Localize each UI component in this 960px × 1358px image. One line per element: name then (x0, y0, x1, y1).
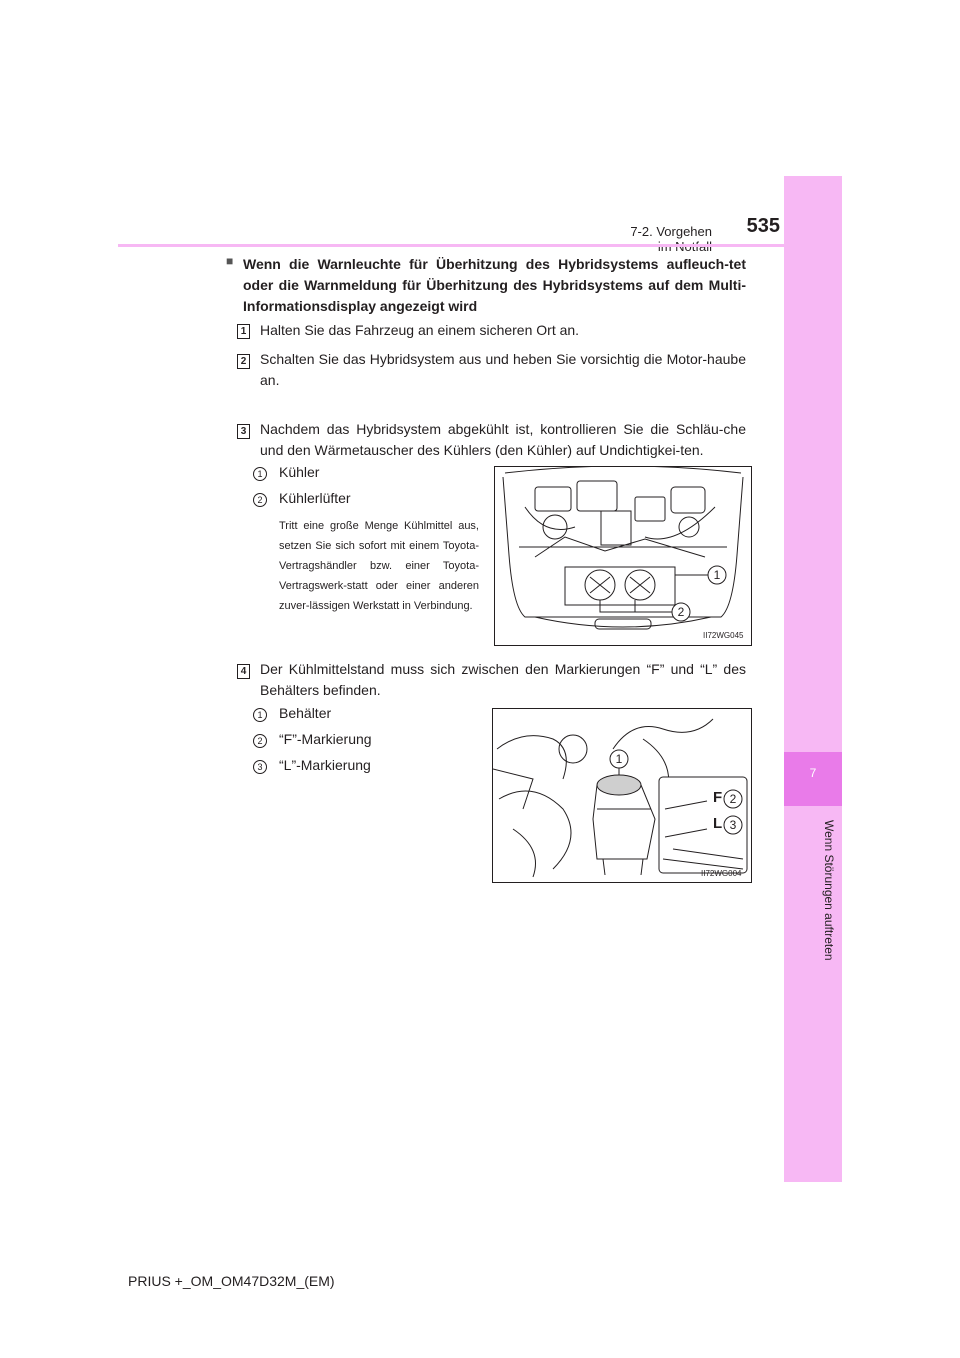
figure2-callout-2: 2 (729, 792, 737, 806)
figure1-callout-1: 1 (713, 568, 721, 582)
coolant-reservoir-illustration (492, 708, 752, 883)
step-text-3: Nachdem das Hybridsystem abgekühlt ist, kontrollieren Sie die Schläu-che und den Wärmetauscher des Kühlers (den Kühler) auf Undichtigkei-ten. (260, 421, 746, 458)
figure2-code: II72WG004 (701, 869, 742, 878)
legend-label-radiator-fan: Kühlerlüfter (279, 490, 351, 506)
legend-number-circle: 3 (253, 760, 267, 774)
chapter-title: Wenn Störungen auftreten (822, 820, 836, 961)
step-text-2: Schalten Sie das Hybridsystem aus und heben Sie vorsichtig die Motor-haube an. (260, 351, 746, 388)
l-mark-label: L (713, 815, 723, 832)
figure1-code: II72WG045 (703, 631, 744, 640)
step-badge-3: 3 (237, 424, 250, 439)
legend-number-circle: 1 (253, 708, 267, 722)
chapter-side-tab (784, 176, 842, 1182)
figure2-callout-1: 1 (615, 752, 623, 766)
section-heading: Wenn die Warnleuchte für Überhitzung des Hybridsystems aufleuch-tet oder die Warnmeldung für Überhitzung des Hybridsystems auf dem Multi-Informationsdisplay angezeigt wird (243, 256, 746, 314)
legend-label-l-mark: “L”-Markierung (279, 757, 371, 773)
figure1-callout-2: 2 (677, 605, 685, 619)
engine-bay-drawing (495, 467, 751, 645)
coolant-leak-note: Tritt eine große Menge Kühlmittel aus, setzen Sie sich sofort mit einem Toyota-Vertragshändler bzw. einer Toyota-Vertragswerk-statt oder einer anderen zuver-lässigen Werkstatt in Verbindung. (279, 520, 479, 612)
heading-marker: ■ (226, 254, 234, 268)
step-badge-2: 2 (237, 354, 250, 369)
step-badge-4: 4 (237, 664, 250, 679)
f-mark-label: F (713, 789, 723, 806)
legend-number-circle: 2 (253, 493, 267, 507)
legend-number-circle: 2 (253, 734, 267, 748)
step-badge-1: 1 (237, 324, 250, 339)
document-code: PRIUS +_OM_OM47D32M_(EM) (128, 1273, 335, 1289)
legend-label-f-mark: “F”-Markierung (279, 731, 372, 747)
section-title: 7-2. Vorgehen (630, 224, 712, 239)
step-text-4: Der Kühlmittelstand muss sich zwischen den Markierungen “F” und “L” des Behälters befinden. (260, 661, 746, 698)
legend-number-circle: 1 (253, 467, 267, 481)
header-rule (118, 244, 784, 247)
step-text-1: Halten Sie das Fahrzeug an einem sicheren Ort an. (260, 322, 580, 338)
legend-label-reservoir: Behälter (279, 705, 332, 721)
chapter-number: 7 (809, 766, 817, 780)
legend-label-radiator: Kühler (279, 464, 320, 480)
page-number: 535 (746, 215, 780, 237)
figure2-callout-3: 3 (729, 818, 737, 832)
engine-bay-illustration (494, 466, 752, 646)
